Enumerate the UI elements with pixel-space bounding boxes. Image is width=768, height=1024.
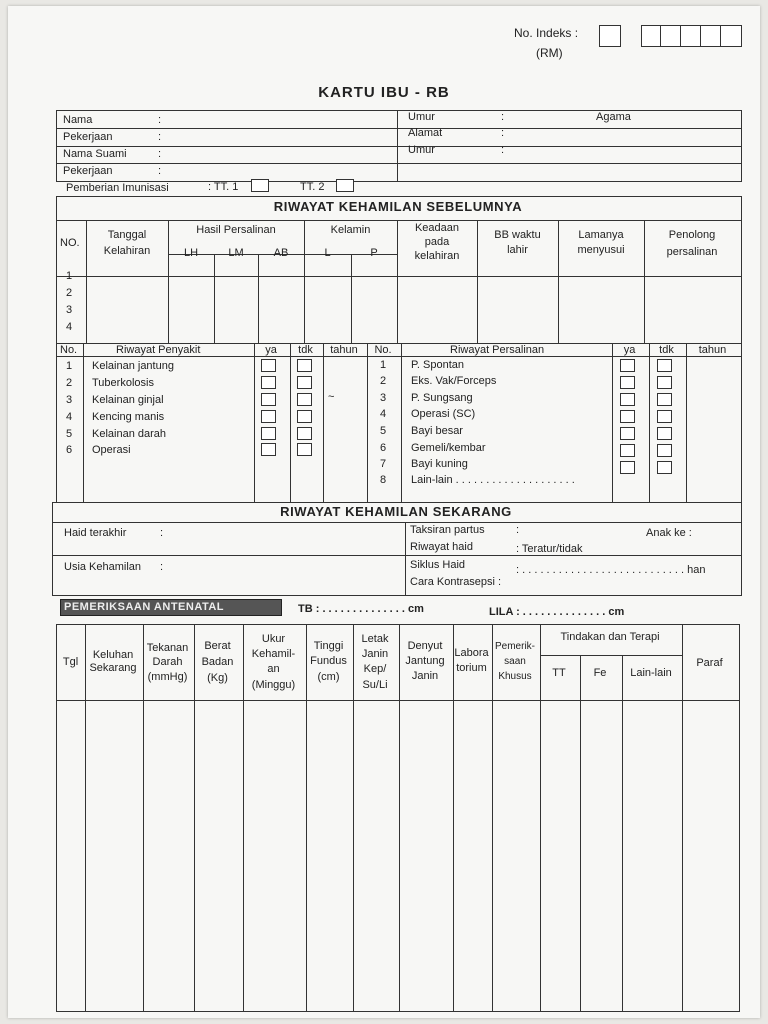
haid-terakhir-label: Haid terakhir xyxy=(64,527,127,539)
col-penolong: Penolong xyxy=(668,229,716,241)
alamat-label: Alamat xyxy=(408,127,443,139)
penyakit-jantung: Kelainan jantung xyxy=(92,360,174,372)
penyakit-5-tdk-checkbox[interactable] xyxy=(297,427,312,440)
kartu-ibu-form: No. Indeks : (RM) KARTU IBU - RB Nama : Pekerjaan : Nama Suami : Pekerjaan : Umur : Agama Alamat : Umur : Pemberian Imunisasi : TT. 1 TT. 2 RIWAYAT KEHAMILAN SEBELUMNYA NO. Tanggal Kelahiran Hasil Persalinan LH LM AB Kelamin L P Keadaan pada kelahiran BB waktu lahir Lamanya menyusui Penolong persalinan 1 2 3 4 No. Riwayat Penyakit ya tdk tahun No. Riwayat Persalinan ya tdk tahun 1 Kelainan jantung 2 Tuberkolosis 3 Kelainan ginjal ~ 4 Kencing manis 5 Kelainan darah 6 Operasi 1 P. Spontan 2 Eks. Vak/Forceps 3 P. Sungsang 4 Operasi (SC) 5 Bayi besar 6 Gemeli/kembar 7 Bayi kuning 8 Lain-lain . . . . . . . . . . . . . . . . . . . . RIWAYAT KEHAMILAN SEKARANG Haid terakhir : Taksiran partus : Anak ke : Riwayat haid : Teratur/tidak Usia Kehamilan : Siklus Haid : . . . . . . . . . . . . . . . . . . . . . . . . . . . han Cara Kontrasepsi : PEMERIKSAAN ANTENATAL TB : . . . . . . . . . . . . . . cm LILA : . . . . . . . . . . . . . . cm Tgl Keluhan Sekarang Tekanan Darah (mmHg) Berat Badan (Kg) Ukur Kehamil- an (Minggu) Tinggi Fundus (cm) Letak Janin Kep/ Su/Li Denyut Jantung Janin Labora torium Pemerik- saan Khusus Tindakan dan Terapi TT Fe Lain-lain Paraf xyxy=(8,6,760,1018)
tt2-checkbox[interactable] xyxy=(336,179,354,192)
col-hasil-persalinan: Hasil Persalinan xyxy=(196,224,276,236)
tt2-label: TT. 2 xyxy=(300,181,325,193)
nama-suami-label: Nama Suami xyxy=(63,148,127,160)
tt1-label: : TT. 1 xyxy=(208,181,239,193)
penyakit-2-ya-checkbox[interactable] xyxy=(261,376,276,389)
page-title: KARTU IBU - RB xyxy=(318,84,450,101)
persalinan-2-ya-checkbox[interactable] xyxy=(620,376,635,389)
col-keadaan: Keadaan xyxy=(414,222,460,234)
imunisasi-label: Pemberian Imunisasi xyxy=(66,182,169,194)
riwayat-haid-label: Riwayat haid xyxy=(410,541,473,553)
penyakit-3-ya-checkbox[interactable] xyxy=(261,393,276,406)
persalinan-1-tdk-checkbox[interactable] xyxy=(657,359,672,372)
penyakit-kencing-manis: Kencing manis xyxy=(92,411,165,423)
persalinan-5-tdk-checkbox[interactable] xyxy=(657,427,672,440)
col-kelamin: Kelamin xyxy=(330,224,371,236)
riwayat-penyakit-header: Riwayat Penyakit xyxy=(116,344,201,356)
persalinan-forceps: Eks. Vak/Forceps xyxy=(411,375,497,387)
tt1-checkbox[interactable] xyxy=(251,179,269,192)
persalinan-3-tdk-checkbox[interactable] xyxy=(657,393,672,406)
row-no-1: 1 xyxy=(66,270,73,282)
riwayat-persalinan-header: Riwayat Persalinan xyxy=(450,344,545,356)
pekerjaan-label: Pekerjaan xyxy=(63,131,113,143)
umur-suami-label: Umur xyxy=(408,144,435,156)
persalinan-4-ya-checkbox[interactable] xyxy=(620,410,635,423)
penyakit-4-ya-checkbox[interactable] xyxy=(261,410,276,423)
antenatal-title: PEMERIKSAAN ANTENATAL xyxy=(64,601,225,613)
kontrasepsi-label: Cara Kontrasepsi : xyxy=(410,576,502,588)
penyakit-4-tdk-checkbox[interactable] xyxy=(297,410,312,423)
col-tindakan-terapi: Tindakan dan Terapi xyxy=(560,631,660,643)
teratur-value: : Teratur/tidak xyxy=(516,543,583,555)
usia-kehamilan-label: Usia Kehamilan xyxy=(64,561,142,573)
pekerjaan-suami-label: Pekerjaan xyxy=(63,165,113,177)
umur-label: Umur xyxy=(408,111,435,123)
index-box-1[interactable] xyxy=(599,25,621,47)
penyakit-ginjal: Kelainan ginjal xyxy=(92,394,164,406)
persalinan-sc: Operasi (SC) xyxy=(411,408,476,420)
row-no-4: 4 xyxy=(66,321,73,333)
persalinan-sungsang: P. Sungsang xyxy=(411,392,473,404)
index-box-group[interactable] xyxy=(641,25,742,47)
persalinan-gemeli: Gemeli/kembar xyxy=(411,442,486,454)
lila-label: LILA : . . . . . . . . . . . . . . cm xyxy=(489,606,625,618)
penyakit-1-tdk-checkbox[interactable] xyxy=(297,359,312,372)
persalinan-7-ya-checkbox[interactable] xyxy=(620,461,635,474)
col-no: NO. xyxy=(60,237,80,249)
siklus-dots: : . . . . . . . . . . . . . . . . . . . . . . . . . . . han xyxy=(516,564,706,576)
col-paraf: Paraf xyxy=(696,657,723,669)
penyakit-5-ya-checkbox[interactable] xyxy=(261,427,276,440)
penyakit-3-tdk-checkbox[interactable] xyxy=(297,393,312,406)
col-tgl: Tgl xyxy=(62,656,79,668)
persalinan-spontan: P. Spontan xyxy=(411,359,465,371)
persalinan-lain-lain: Lain-lain . . . . . . . . . . . . . . . . . . . . xyxy=(411,474,575,486)
persalinan-1-ya-checkbox[interactable] xyxy=(620,359,635,372)
rm-label: (RM) xyxy=(536,46,563,60)
col-lamanya: Lamanya xyxy=(578,229,624,241)
tahun-mark: ~ xyxy=(328,391,335,403)
siklus-haid-label: Siklus Haid xyxy=(410,559,466,571)
persalinan-4-tdk-checkbox[interactable] xyxy=(657,410,672,423)
riwayat-sekarang-title: RIWAYAT KEHAMILAN SEKARANG xyxy=(280,504,512,519)
agama-label: Agama xyxy=(596,111,631,123)
persalinan-7-tdk-checkbox[interactable] xyxy=(657,461,672,474)
no-indeks-label: No. Indeks : xyxy=(514,26,579,40)
penyakit-tbc: Tuberkolosis xyxy=(92,377,154,389)
taksiran-partus-label: Taksiran partus xyxy=(410,524,485,536)
persalinan-6-ya-checkbox[interactable] xyxy=(620,444,635,457)
row-no-3: 3 xyxy=(66,304,73,316)
penyakit-6-tdk-checkbox[interactable] xyxy=(297,443,312,456)
penyakit-darah: Kelainan darah xyxy=(92,428,167,440)
nama-label: Nama xyxy=(63,114,93,126)
persalinan-bayi-kuning: Bayi kuning xyxy=(411,458,468,470)
penyakit-operasi: Operasi xyxy=(92,444,131,456)
col-bb: BB waktu xyxy=(494,229,541,241)
persalinan-2-tdk-checkbox[interactable] xyxy=(657,376,672,389)
penyakit-1-ya-checkbox[interactable] xyxy=(261,359,276,372)
riwayat-sebelumnya-title: RIWAYAT KEHAMILAN SEBELUMNYA xyxy=(273,199,523,214)
anak-ke-label: Anak ke : xyxy=(646,527,692,539)
persalinan-bayi-besar: Bayi besar xyxy=(411,425,463,437)
row-no-2: 2 xyxy=(66,287,73,299)
penyakit-2-tdk-checkbox[interactable] xyxy=(297,376,312,389)
persalinan-3-ya-checkbox[interactable] xyxy=(620,393,635,406)
persalinan-6-tdk-checkbox[interactable] xyxy=(657,444,672,457)
tb-label: TB : . . . . . . . . . . . . . . cm xyxy=(298,603,424,615)
persalinan-5-ya-checkbox[interactable] xyxy=(620,427,635,440)
penyakit-6-ya-checkbox[interactable] xyxy=(261,443,276,456)
